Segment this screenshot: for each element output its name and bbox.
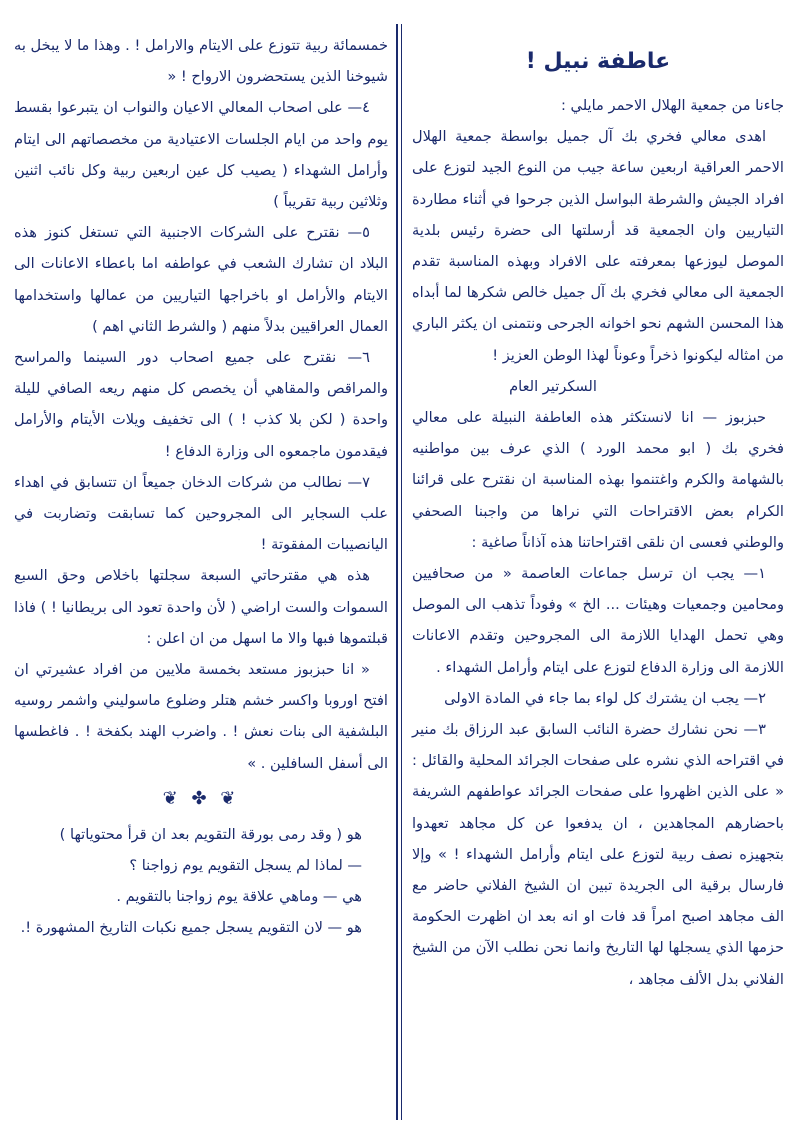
proposal-item: ٧— نطالب من شركات الدخان جميعاً ان تتسابق في اهداء علب السجاير الى المجروحين كما تسابقت وتضاربت في اليانصيبات المفقوتة !	[14, 473, 388, 554]
proposal-item: ٢— يجب ان يشترك كل لواء بما جاء في المادة الاولى	[444, 689, 766, 707]
right-column	[412, 40, 784, 1122]
article-paragraph: اهدى معالي فخري بك آل جميل بواسطة جمعية الهلال الاحمر العراقية اربعين ساعة جيب من النوع الجيد لتوزع على افراد الجيش والشرطة البواسل الذين جرحوا في أثناء مطاردة التياريين وان الجمعية قد أرسلتها الى حضرة رئيس بلدية الموصل ليوزعها بمعرفته على الافراد وبهذه المناسبة تقدم الجمعية الى معالي فخري بك آل جميل خالص شكرها لما أبداه هذا المحسن الشهم نحو اخوانه الجرحى ونتمنى ان يكثر الباري من امثاله ليكونوا ذخراً وعوناً لهذا الوطن العزيز !	[412, 128, 784, 364]
article-paragraph: هذه هي مقترحاتي السبعة سجلتها باخلاص وحق السبع السموات والست اراضي ( لأن واحدة تعود الى بريطانيا ! ) فاذا قبلتموها فبها والا ما اسهل من ان اعلن :	[14, 567, 388, 647]
ornament-divider-icon: ❦ ✤ ❦	[162, 787, 240, 809]
column-divider	[396, 24, 398, 1120]
article-paragraph: خمسمائة ربية تتوزع على الايتام والارامل ! . وهذا ما لا يبخل به شيوخنا الذين يستحضرون الارواح ! «	[14, 37, 388, 86]
article-paragraph: حبزبوز — انا لانستكثر هذه العاطفة النبيلة على معالي فخري بك ( ابو محمد الورد ) الذي عرف بين مواطنيه بالشهامة والكرم واغتنموا بهذه المناسبة ان نقترح على قرائنا الكرام بعض الاقتراحات التي نراها من واجبنا الصحفي والوطني فعسى ان نلقى اقتراحاتنا هذه آذاناً صاغية :	[412, 409, 784, 551]
quote-paragraph: « انا حبزبوز مستعد بخمسة ملايين من افراد عشيرتي ان افتح اوروبا واكسر خشم هتلر وضلوع ماسوليني واشمر روسيه البلشفية الى بنات نعش ! . واضرب الهند بكفخة ! . فاغطسها الى أسفل السافلين . »	[14, 661, 388, 772]
dialogue-line: هو ( وقد رمى بورقة التقويم بعد ان قرأ محتوياتها )	[59, 825, 362, 843]
proposal-item: ١— يجب ان ترسل جماعات العاصمة « من صحافيين ومحامين وجمعيات وهيئات ... الخ » وفوداً تذهب الى الموصل وهي تحمل الهدايا اللازمة الى المجروحين وتقدم الاعانات اللازمة الى وزارة الدفاع لتوزع على ايتام وأرامل الشهداء .	[412, 565, 784, 676]
article-signature: السكرتير العام	[509, 377, 597, 395]
proposal-item: ٥— نقترح على الشركات الاجنبية التي تستغل كنوز هذه البلاد ان تشارك الشعب في عواطفه اما باعطاء الاعانات الى الايتام والأرامل او باخراجها التياريين من عمالها واستخدامها العمال العراقيين بدلاً منهم ( والشرط الثاني اهم )	[14, 224, 388, 335]
column-divider-inner	[401, 24, 402, 1120]
dialogue-line: هو — لان التقويم يسجل جميع نكبات التاريخ المشهورة !.	[20, 919, 362, 937]
proposal-item: ٣— نحن نشارك حضرة النائب السابق عبد الرزاق بك منير في اقتراحه الذي نشره على صفحات الجرائد المحلية والقائل : « على الذين اظهروا على صفحات الجرائد عواطفهم الشريفة باحضارهم المجاهدين ، ان يدفعوا عن كل مجاهد تعهدوا بتجهيزه نصف ربية لتوزع على ايتام وأرامل الشهداء ! » وإلا فارسال برقية الى الجريدة تبين ان الشيخ الفلاني حاضر مع الف مجاهد اصبح امراً قد فات او انه بعد ان اظهرت الحكومة حزمها الذي يسجلها لها التاريخ وانما نحن نطلب الآن من الشيخ الفلاني بدل الألف مجاهد ،	[412, 721, 784, 988]
article-headline: عاطفة نبيل !	[525, 49, 671, 74]
dialogue-line: — لماذا لم يسجل التقويم يوم زواجنا ؟	[129, 857, 362, 875]
dialogue-line: هي — وماهي علاقة يوم زواجنا بالتقويم .	[116, 888, 362, 906]
proposal-item: ٤— على اصحاب المعالي الاعيان والنواب ان يتبرعوا بقسط يوم واحد من ايام الجلسات الاعتيادية من مخصصاتهم الى ايتام وأرامل الشهداء ( يصيب كل عين اربعين ربية وكل نائب اثنين وثلاثين ربية تقريباً )	[14, 99, 388, 211]
article-intro: جاءنا من جمعية الهلال الاحمر مايلي :	[561, 97, 784, 114]
left-column	[14, 30, 388, 1122]
proposal-item: ٦— نقترح على جميع اصحاب دور السينما والمراسح والمراقص والمقاهي أن يخصص كل منهم ريعه الصافي لليلة واحدة ( لكن بلا كذب ! ) الى تخفيف ويلات الأيتام والأرامل فيقدمون ماجمعوه الى وزارة الدفاع !	[14, 349, 388, 460]
